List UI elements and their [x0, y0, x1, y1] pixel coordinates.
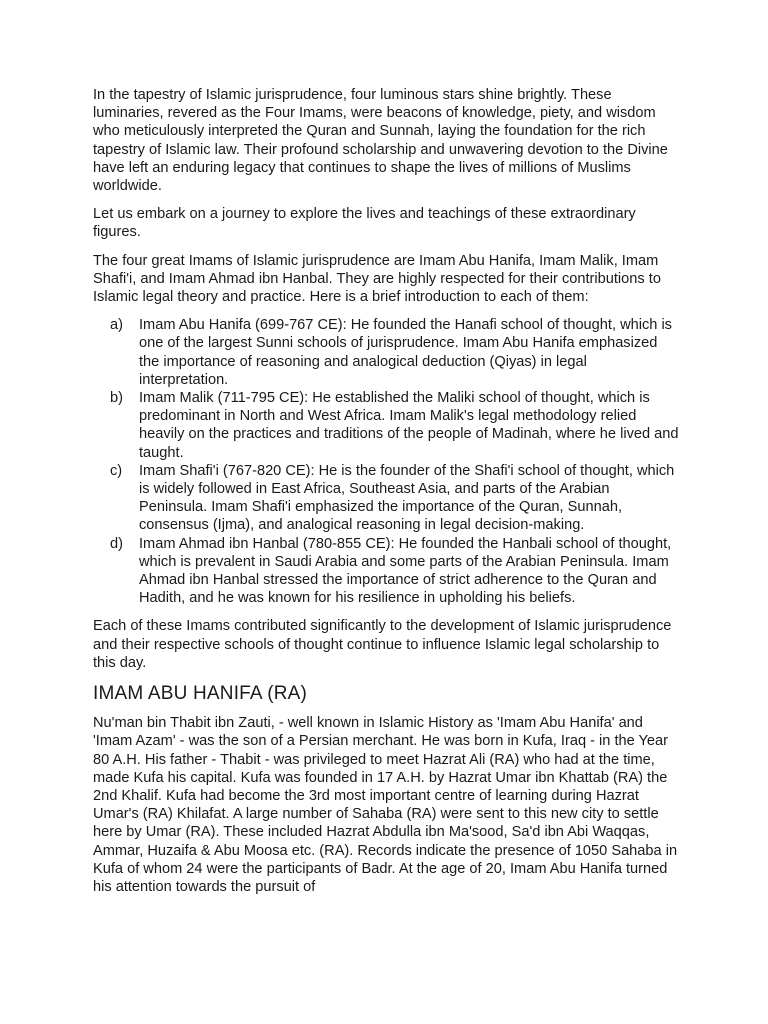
- list-marker: d): [110, 535, 123, 552]
- list-marker: a): [110, 317, 123, 334]
- list-item-shafii: [93, 462, 679, 535]
- list-marker: b): [110, 390, 123, 407]
- list-item-hanbal: [93, 535, 679, 608]
- four-imams-paragraph: The four great Imams of Islamic jurisprudence are Imam Abu Hanifa, Imam Malik, Imam Shafi'i, and Imam Ahmad ibn Hanbal. They are highly respected for their contributions to Islamic legal theory and practice. Here is a brief introduction to each of them:: [93, 252, 661, 306]
- document-page: [93, 86, 679, 906]
- list-marker: c): [110, 462, 123, 479]
- intro-paragraph: In the tapestry of Islamic jurisprudence, four luminous stars shine brightly. These luminaries, revered as the Four Imams, were beacons of knowledge, piety, and wisdom who meticulously interpreted the Quran and Sunnah, laying the foundation for the rich tapestry of Islamic law. Their profound scholarship and unwavering devotion to the Divine have left an enduring legacy that continues to shape the lives of millions of Muslims worldwide.: [93, 87, 668, 195]
- closing-paragraph: Each of these Imams contributed significantly to the development of Islamic jurisprudence and their respective schools of thought continue to influence Islamic legal scholarship to this day.: [93, 618, 672, 671]
- journey-paragraph: Let us embark on a journey to explore the lives and teachings of these extraordinary figures.: [93, 206, 636, 241]
- imams-list: [93, 316, 679, 607]
- list-item-text: Imam Ahmad ibn Hanbal (780-855 CE): He founded the Hanbali school of thought, which is prevalent in Saudi Arabia and some parts of the Arabian Peninsula. Imam Ahmad ibn Hanbal stressed the importance of strict adherence to the Quran and Hadith, and he was known for his resilience in upholding his beliefs.: [139, 535, 672, 607]
- section-body: Nu'man bin Thabit ibn Zauti, - well known in Islamic History as 'Imam Abu Hanifa' and 'Imam Azam' - was the son of a Persian merchant. He was born in Kufa, Iraq - in the Year 80 A.H. His father - Thabit - was privileged to meet Hazrat Ali (RA) who had at the time, made Kufa his capital. Kufa was founded in 17 A.H. by Hazrat Umar ibn Khattab (RA) the 2nd Khalif. Kufa had become the 3rd most important centre of learning during Hazrat Umar's (RA) Khilafat. A large number of Sahaba (RA) were sent to this new city to settle here by Umar (RA). These included Hazrat Abdulla ibn Ma'sood, Sa'd ibn Abi Waqqas, Ammar, Huzaifa & Abu Moosa etc. (RA). Records indicate the presence of 1050 Sahaba in Kufa of whom 24 were the participants of Badr. At the age of 20, Imam Abu Hanifa turned his attention towards the pursuit of: [93, 715, 678, 895]
- list-item-text: Imam Abu Hanifa (699-767 CE): He founded the Hanafi school of thought, which is one of the largest Sunni schools of jurisprudence. Imam Abu Hanifa emphasized the importance of reasoning and analogical deduction (Qiyas) in legal interpretation.: [139, 317, 672, 388]
- list-item-text: Imam Shafi'i (767-820 CE): He is the founder of the Shafi'i school of thought, which is widely followed in East Africa, Southeast Asia, and parts of the Arabian Peninsula. Imam Shafi'i emphasized the importance of the Quran, Sunnah, consensus (Ijma), and analogical reasoning in legal decision-making.: [139, 462, 675, 534]
- section-heading: IMAM ABU HANIFA (RA): [93, 683, 308, 705]
- list-item-malik: [93, 389, 679, 462]
- list-item-text: Imam Malik (711-795 CE): He established the Maliki school of thought, which is predominant in North and West Africa. Imam Malik's legal methodology relied heavily on the practices and traditions of the people of Madinah, where he lived and taught.: [139, 390, 679, 461]
- list-item-abu-hanifa: [93, 316, 679, 389]
